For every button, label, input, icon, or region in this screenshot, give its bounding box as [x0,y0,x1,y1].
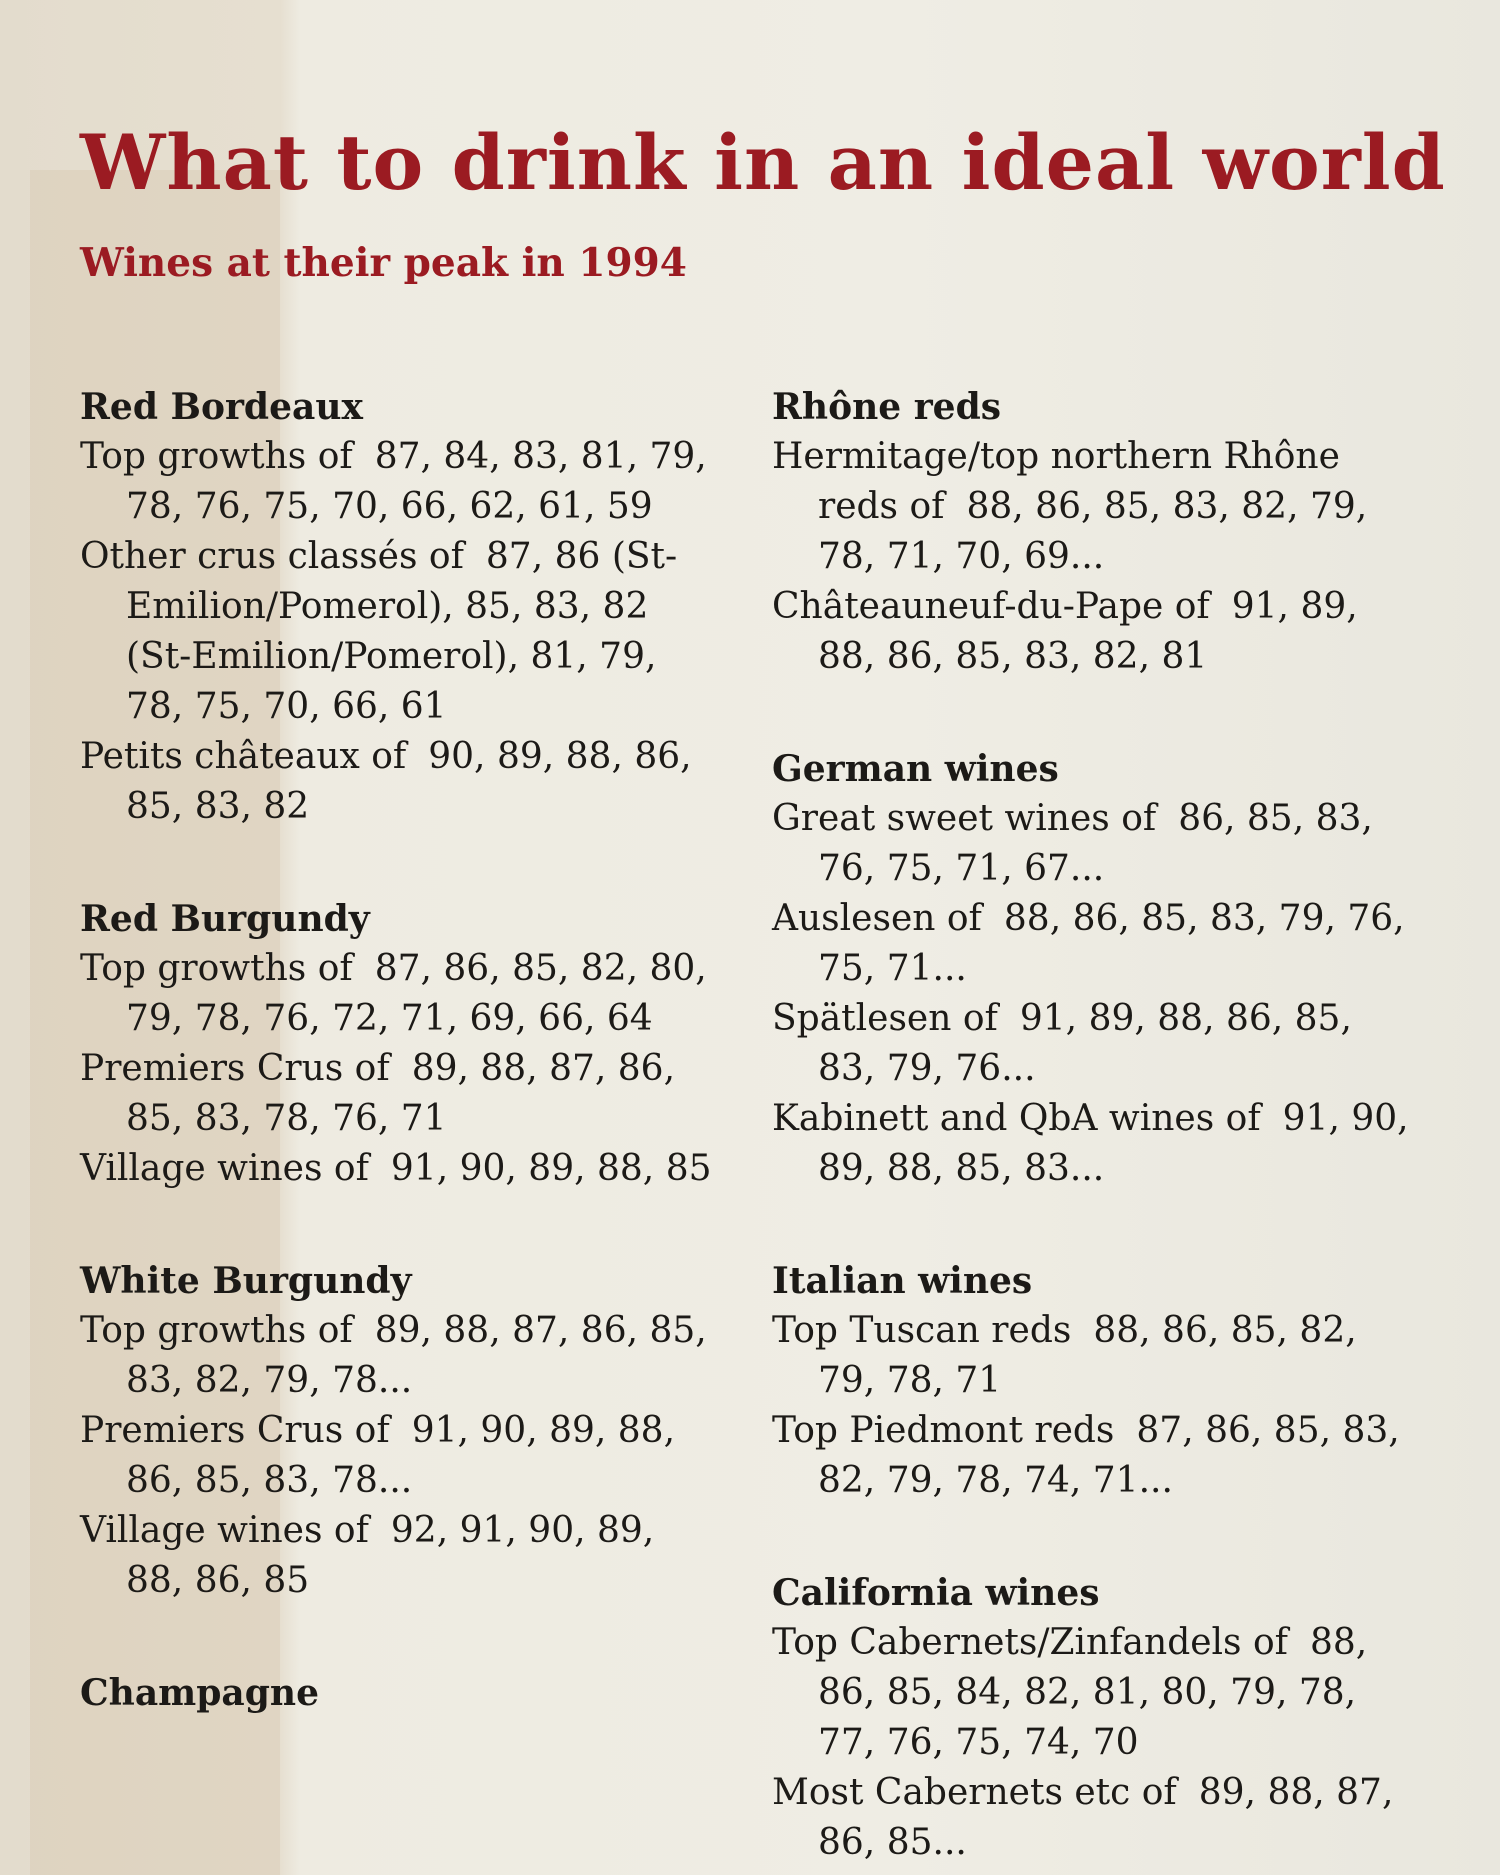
section-spacer [80,832,720,894]
entry-label: Châteauneuf-du-Pape of [772,586,1210,627]
list-item [80,1406,720,1506]
entry-vintages: 88, 86, 85, 83, 82, 79, 78, 71, 70, 69... [818,486,1368,577]
entry-vintages: 87, 84, 83, 81, 79, 78, 76, 75, 70, 66, 62, 61, 59 [126,436,707,527]
entry-label: Spätlesen of [772,998,998,1039]
section-heading: Champagne [80,1672,319,1714]
entry-vintages: 89, 88, 87, 86, 85, 83, 78, 76, 71 [126,1048,676,1139]
entry-vintages: 91, 89, 88, 86, 85, 83, 82, 81 [818,586,1358,677]
entry-label: Village wines of [80,1148,369,1189]
entry-vintages: 91, 90, 89, 88, 85, 83... [818,1098,1409,1189]
section-heading: Red Burgundy [80,898,370,940]
entry-vintages: 88, 86, 85, 82, 79, 78, 71 [818,1310,1357,1401]
list-item [772,1406,1412,1506]
entry-label: Petits châteaux of [80,736,407,777]
section-white-burgundy [80,1256,720,1606]
entry-label: Top Piedmont reds [772,1410,1115,1451]
list-item [772,1618,1412,1768]
list-item [772,582,1412,682]
entry-label: Premiers Crus of [80,1048,390,1089]
section-german-wines [772,744,1412,1194]
section-italian-wines [772,1256,1412,1506]
list-item [772,1768,1412,1868]
entry-vintages: 92, 91, 90, 89, 88, 86, 85 [126,1510,655,1601]
entry-label: Top Tuscan reds [772,1310,1072,1351]
section-spacer [80,1194,720,1256]
page-title: What to drink in an ideal world [80,118,1446,207]
section-spacer [772,682,1412,744]
entry-label: Top Cabernets/Zinfandels of [772,1622,1288,1663]
entry-vintages: 86, 85, 83, 76, 75, 71, 67... [818,798,1373,889]
entry-vintages: 87, 86, 85, 82, 80, 79, 78, 76, 72, 71, 69, 66, 64 [126,948,707,1039]
left-column [80,382,720,1718]
page-subtitle: Wines at their peak in 1994 [80,240,687,286]
section-rhone-reds [772,382,1412,682]
section-spacer [80,1606,720,1668]
section-red-burgundy [80,894,720,1194]
entry-label: Kabinett and QbA wines of [772,1098,1261,1139]
entry-vintages: 87, 86, 85, 83, 82, 79, 78, 74, 71... [818,1410,1400,1501]
section-spacer [772,1506,1412,1568]
list-item [772,994,1412,1094]
entry-label: Village wines of [80,1510,369,1551]
list-item [80,944,720,1044]
section-heading: White Burgundy [80,1260,412,1302]
entry-vintages: 89, 88, 87, 86, 85... [818,1772,1394,1863]
section-heading: Rhône reds [772,386,1002,428]
list-item [772,432,1412,582]
list-item [772,794,1412,894]
section-red-bordeaux [80,382,720,832]
entry-vintages: 90, 89, 88, 86, 85, 83, 82 [126,736,692,827]
entry-label: Hermitage/top northern Rhône reds of [772,436,1340,527]
section-heading: California wines [772,1572,1100,1614]
entry-vintages: 91, 90, 89, 88, 86, 85, 83, 78... [126,1410,676,1501]
list-item [772,1094,1412,1194]
list-item [80,732,720,832]
entry-vintages: 87, 86 (St-Emilion/Pomerol), 85, 83, 82 (St-Emilion/Pomerol), 81, 79, 78, 75, 70, 66, 61 [126,536,678,727]
list-item [80,1044,720,1144]
entry-label: Most Cabernets etc of [772,1772,1177,1813]
entry-vintages: 88, 86, 85, 84, 82, 81, 80, 79, 78, 77, 76, 75, 74, 70 [818,1622,1368,1763]
list-item [80,1506,720,1606]
list-item [772,1306,1412,1406]
entry-label: Great sweet wines of [772,798,1157,839]
section-california-wines [772,1568,1412,1868]
section-heading: Red Bordeaux [80,386,363,428]
entry-label: Other crus classés of [80,536,464,577]
section-heading: German wines [772,748,1059,790]
section-champagne [80,1668,720,1718]
entry-vintages: 89, 88, 87, 86, 85, 83, 82, 79, 78... [126,1310,707,1401]
list-item [80,1306,720,1406]
entry-vintages: 91, 90, 89, 88, 85 [390,1148,712,1189]
entry-vintages: 88, 86, 85, 83, 79, 76, 75, 71... [818,898,1405,989]
entry-label: Premiers Crus of [80,1410,390,1451]
section-heading: Italian wines [772,1260,1033,1302]
list-item [80,432,720,532]
section-spacer [772,1194,1412,1256]
entry-label: Top growths of [80,436,353,477]
list-item [772,894,1412,994]
entry-label: Auslesen of [772,898,982,939]
entry-vintages: 91, 89, 88, 86, 85, 83, 79, 76... [818,998,1352,1089]
entry-label: Top growths of [80,948,353,989]
right-column [772,382,1412,1868]
list-item [80,1144,720,1194]
entry-label: Top growths of [80,1310,353,1351]
list-item [80,532,720,732]
